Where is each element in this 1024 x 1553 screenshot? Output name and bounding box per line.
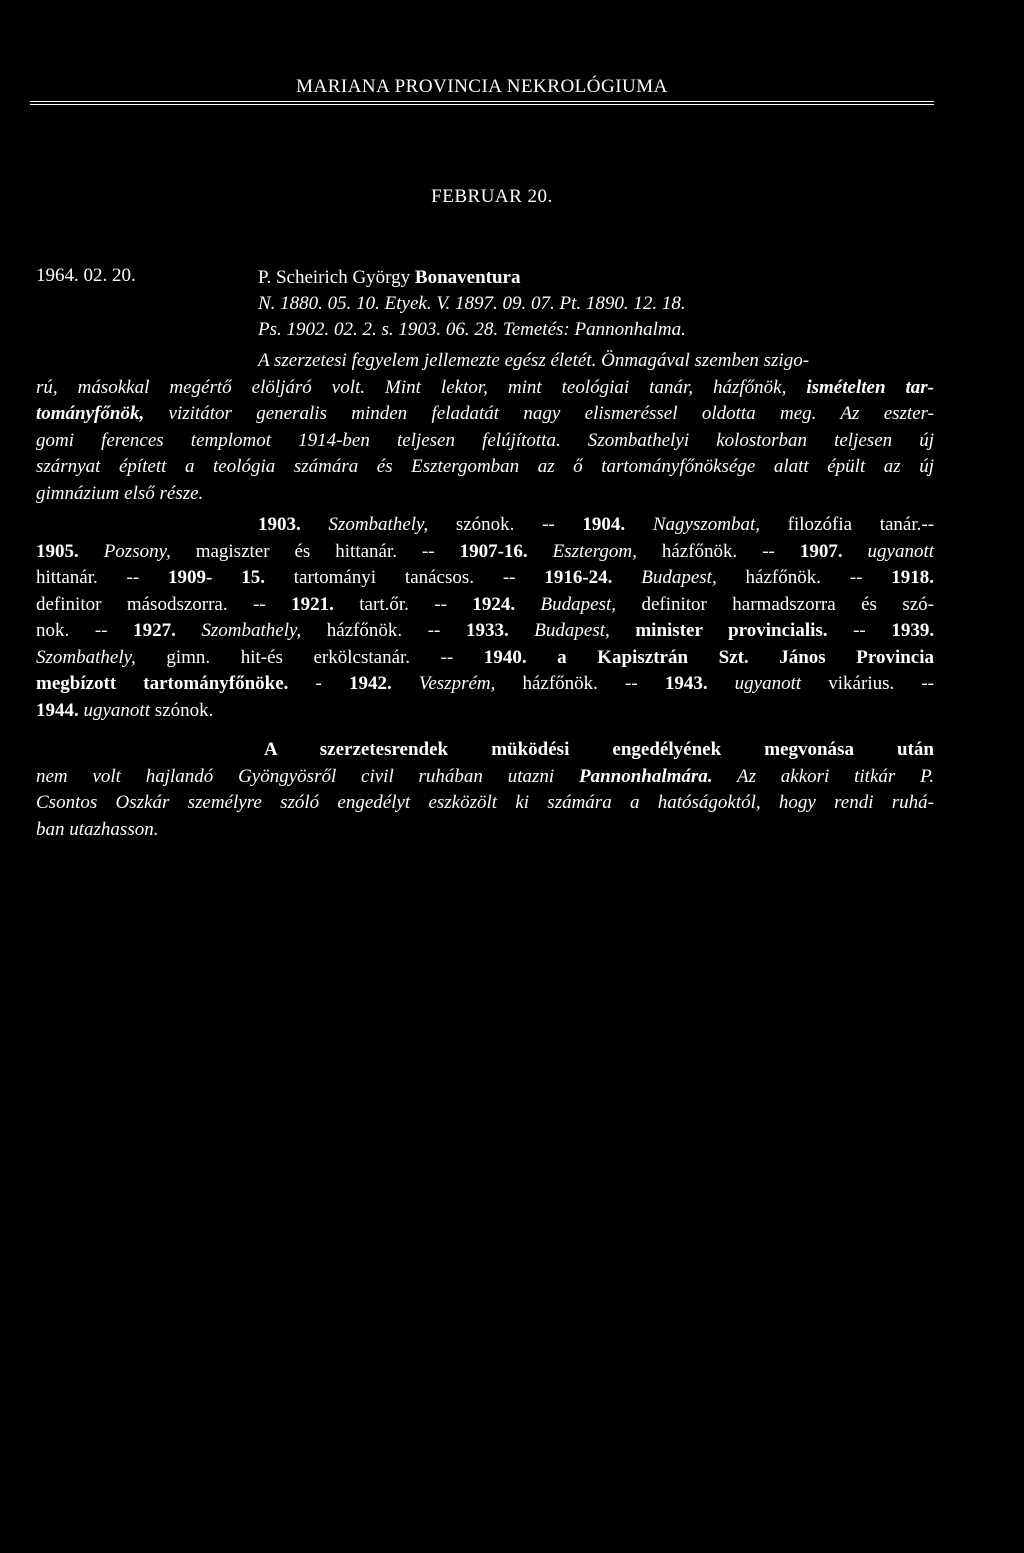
cv-year: 1909- 15.	[168, 567, 265, 588]
cv-year: 1918.	[891, 567, 935, 588]
cv-place: Budapest,	[641, 567, 717, 588]
cv-line-6	[36, 645, 934, 672]
cv-place: Budapest,	[540, 593, 617, 615]
cv-year: 1924.	[472, 593, 516, 615]
cv-text: vikárius. --	[828, 673, 935, 694]
bio-line-2-bold: ismételten tar-	[806, 376, 935, 398]
cv-text: szónok.	[154, 699, 214, 721]
entry-date: 1964. 02. 20.	[36, 265, 136, 286]
bio-line-3-text: vizitátor generalis minden feladatát nagy elismeréssel oldotta meg. Az eszter-	[144, 403, 934, 424]
bio-line-5: szárnyat épített a teológia számára és Esztergomban az ő tartományfőnöksége alatt épült az új	[36, 456, 934, 477]
entry-header	[258, 265, 686, 343]
cv-text: hittanár. --	[36, 567, 140, 588]
cv-place: ugyanott	[734, 673, 802, 694]
cv-year: 1916-24.	[544, 567, 613, 588]
cv-text: házfőnök. --	[522, 673, 638, 694]
cv-line-4	[36, 592, 934, 619]
note-line-3: Csontos Oszkár személyre szóló engedélyt eszközölt ki számára a hatóságoktól, hogy rendi ruhá-	[36, 792, 934, 813]
cv-year: 1942.	[348, 673, 392, 694]
cv-year: 1944.	[36, 699, 79, 721]
cv-bold-title: minister provincialis.	[635, 620, 828, 641]
cv-place: Pozsony,	[103, 540, 171, 562]
cv-year: 1933.	[465, 620, 509, 641]
cv-text: magiszter és hittanár. --	[195, 540, 435, 562]
cv-place: Szombathely,	[201, 620, 302, 641]
cv-text: --	[853, 620, 866, 641]
cv-bold-title: a Kapisztrán Szt. János Provincia	[557, 646, 935, 668]
cv-year: 1907-16.	[459, 540, 528, 562]
cv-text: szónok. --	[455, 514, 555, 535]
cv-text: definitor harmadszorra és szó-	[641, 593, 934, 615]
note-bold-heading: A szerzetesrendek müködési engedélyének megvonása után	[264, 739, 934, 760]
cv-text: -	[315, 673, 322, 694]
cv-line-7	[36, 671, 934, 698]
header-rule	[30, 101, 934, 106]
career-paragraph	[36, 512, 934, 724]
entry-ordination-line: Ps. 1902. 02. 2. s. 1903. 06. 28. Temetés: Pannonhalma.	[258, 319, 686, 340]
cv-year: 1907.	[799, 540, 843, 562]
cv-place: Nagyszombat,	[652, 514, 760, 535]
entry-name	[258, 265, 686, 291]
note-text: Az akkori titkár P.	[712, 765, 934, 787]
cv-text: definitor másodszorra. --	[36, 593, 266, 615]
cv-year: 1921.	[291, 593, 334, 615]
cv-place: Szombathely,	[36, 646, 136, 668]
cv-place: ugyanott	[867, 540, 935, 562]
date-heading: FEBRUAR 20.	[431, 186, 553, 207]
cv-place: Szombathely,	[328, 514, 429, 535]
cv-text: nok. --	[36, 620, 108, 641]
cv-bold-title: megbízott tartományfőnöke.	[36, 673, 289, 694]
cv-text: házfőnök. --	[745, 567, 863, 588]
cv-text: házfőnök. --	[661, 540, 775, 562]
cv-place: Budapest,	[534, 620, 610, 641]
cv-year: 1905.	[36, 540, 79, 562]
cv-line-8	[36, 698, 934, 725]
cv-year: 1927.	[133, 620, 176, 641]
cv-place: Veszprém,	[418, 673, 496, 694]
cv-place: Esztergom,	[552, 540, 637, 562]
cv-year: 1943.	[664, 673, 708, 694]
note-line-4: ban utazhasson.	[36, 818, 159, 840]
note-paragraph	[36, 737, 934, 843]
biography-paragraph	[36, 348, 934, 507]
note-bold: Pannonhalmára.	[578, 765, 713, 787]
bio-line-6: gimnázium első része.	[36, 482, 204, 504]
bio-line-2	[36, 375, 934, 402]
entry-birth-line: N. 1880. 05. 10. Etyek. V. 1897. 09. 07. Pt. 1890. 12. 18.	[258, 293, 686, 314]
note-line-2	[36, 764, 934, 791]
bio-line-2-text: rú, másokkal megértő elöljáró volt. Mint lektor, mint teológiai tanár, házfőnök,	[36, 376, 807, 398]
cv-line-2	[36, 539, 934, 566]
cv-place: ugyanott	[83, 699, 150, 721]
cv-line-5	[36, 618, 934, 645]
cv-text: gimn. hit-és erkölcstanár. --	[166, 646, 454, 668]
cv-text: tart.őr. --	[359, 593, 447, 615]
running-title: MARIANA PROVINCIA NEKROLÓGIUMA	[296, 76, 668, 97]
cv-year: 1903.	[258, 514, 301, 535]
bio-line-1: A szerzetesi fegyelem jellemezte egész életét. Önmagával szemben szigo-	[258, 350, 810, 371]
name-bold: Bonaventura	[414, 267, 521, 288]
note-text: nem volt hajlandó Gyöngyösről civil ruhában utazni	[36, 765, 579, 787]
cv-year: 1904.	[582, 514, 626, 535]
cv-text: filozófia tanár.--	[787, 514, 935, 535]
cv-text: házfőnök. --	[326, 620, 441, 641]
cv-line-3	[36, 565, 934, 592]
cv-line-1	[36, 512, 934, 539]
cv-text: tartományi tanácsos. --	[293, 567, 516, 588]
name-prefix: P. Scheirich György	[258, 267, 415, 288]
note-line-1	[36, 737, 934, 764]
bio-line-3-bold: tományfőnök,	[36, 403, 145, 424]
bio-line-3	[36, 401, 934, 428]
cv-year: 1940.	[483, 646, 527, 668]
bio-line-4: gomi ferences templomot 1914-ben teljesen felújította. Szombathelyi kolostorban teljesen új	[36, 429, 934, 451]
cv-year: 1939.	[891, 620, 935, 641]
